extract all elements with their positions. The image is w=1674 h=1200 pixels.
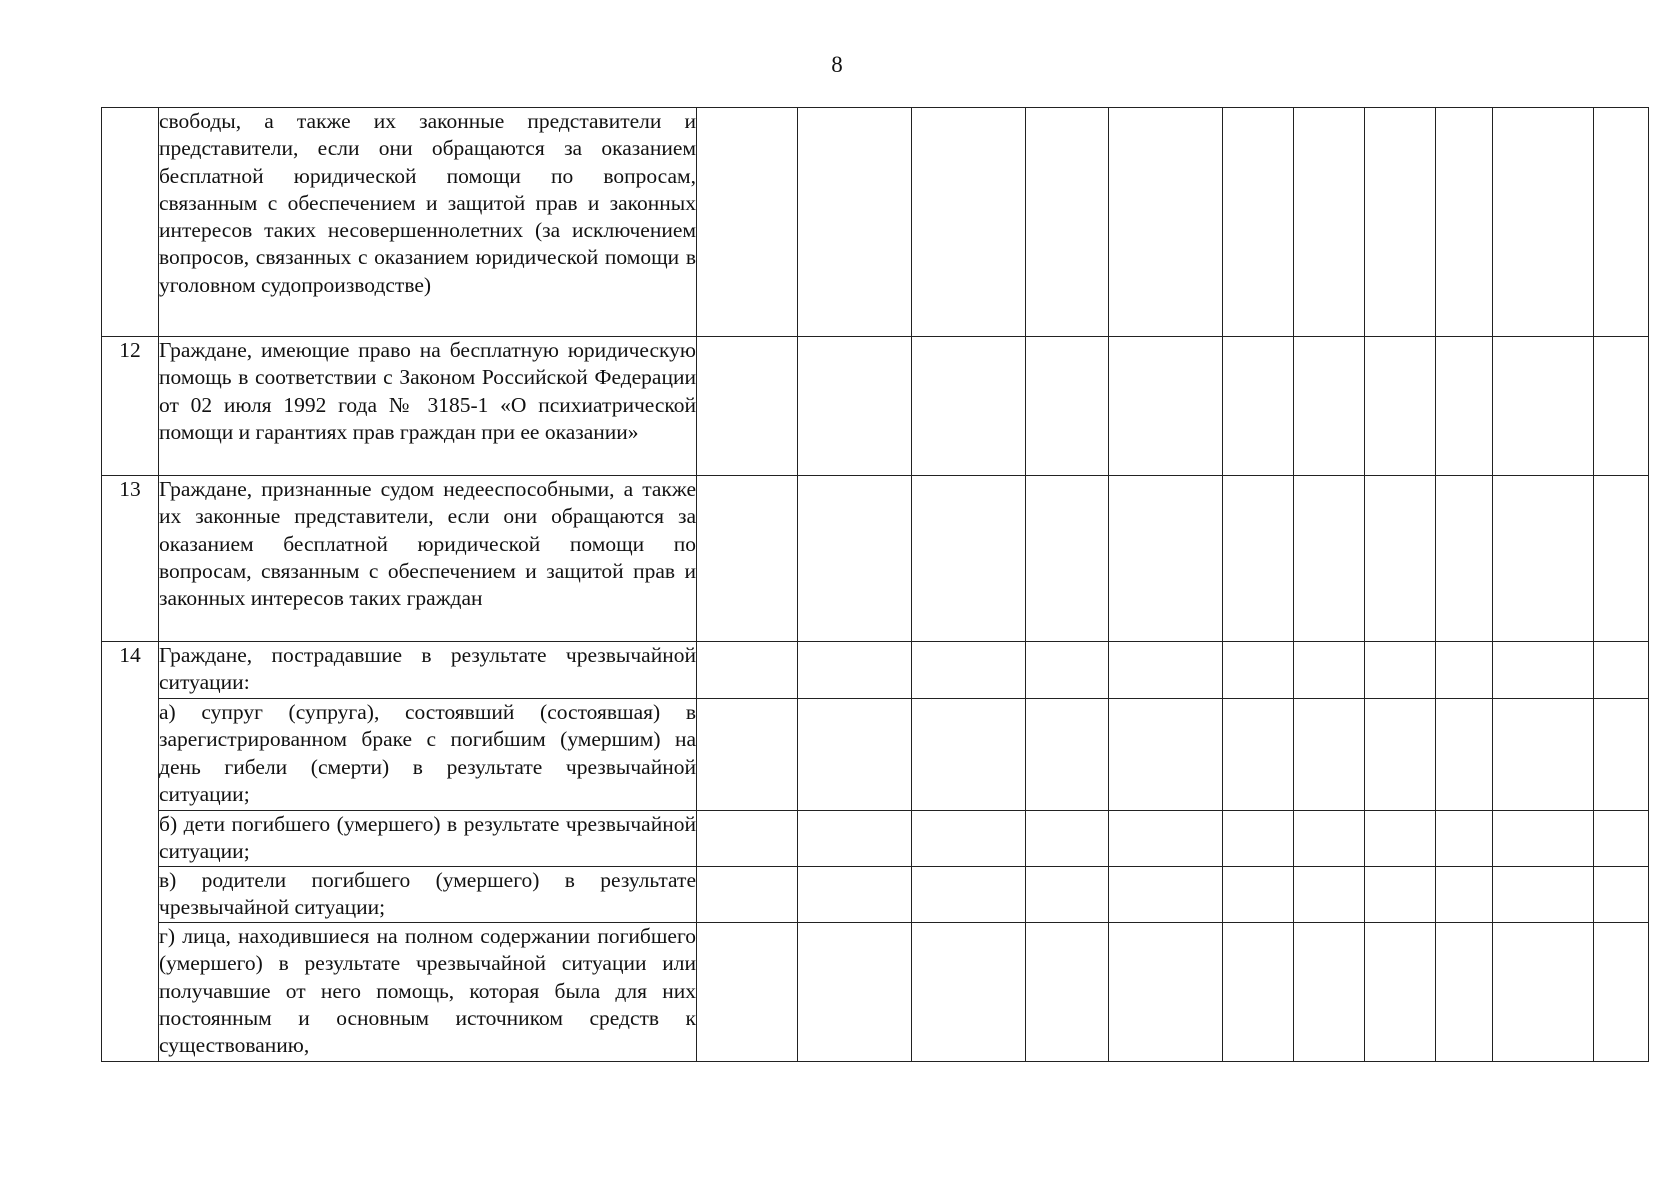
table-cell [912, 337, 1026, 476]
table-cell [1109, 867, 1223, 923]
row-description: г) лица, находившиеся на полном содержании погибшего (умершего) в результате чрезвычайной ситуации или получавшие от него помощь, которая была для них постоянным и основным источником средств к существованию, [159, 923, 697, 1062]
table-cell [798, 811, 912, 867]
row-number: 13 [102, 476, 159, 642]
table-cell [912, 108, 1026, 337]
table-cell [1493, 867, 1594, 923]
table-cell [1109, 337, 1223, 476]
row-description: Граждане, имеющие право на бесплатную юридическую помощь в соответствии с Законом Российской Федерации от 02 июля 1992 года № 3185-1 «О психиатрической помощи и гарантиях прав граждан при ее оказании» [159, 337, 697, 476]
table-cell [1365, 337, 1436, 476]
table-cell [697, 642, 798, 699]
table-cell [1026, 699, 1109, 811]
table-cell [1594, 476, 1649, 642]
table-row [102, 642, 1649, 699]
table-cell [1109, 642, 1223, 699]
table-row [102, 337, 1649, 476]
table-cell [1493, 699, 1594, 811]
table-row [102, 108, 1649, 337]
row-number: 14 [102, 642, 159, 1062]
table-cell [1294, 699, 1365, 811]
table-cell [1223, 642, 1294, 699]
table-cell [697, 699, 798, 811]
table-cell [697, 337, 798, 476]
table-cell [1365, 642, 1436, 699]
table-cell [912, 476, 1026, 642]
table-cell [1493, 642, 1594, 699]
row-description: Граждане, признанные судом недееспособными, а также их законные представители, если они обращаются за оказанием бесплатной юридической помощи по вопросам, связанным с обеспечением и защитой прав и законных интересов таких граждан [159, 476, 697, 642]
recipients-table [101, 107, 1649, 1062]
table-cell [1436, 476, 1493, 642]
row-description: Граждане, пострадавшие в результате чрезвычайной ситуации: [159, 642, 697, 699]
table-cell [1294, 642, 1365, 699]
table-cell [798, 867, 912, 923]
table-cell [1365, 923, 1436, 1062]
table-cell [1594, 337, 1649, 476]
row-number: 12 [102, 337, 159, 476]
table-cell [1109, 699, 1223, 811]
table-cell [1594, 923, 1649, 1062]
table-row [102, 867, 1649, 923]
row-description: в) родители погибшего (умершего) в результате чрезвычайной ситуации; [159, 867, 697, 923]
table-cell [1493, 923, 1594, 1062]
table-cell [1223, 867, 1294, 923]
table-cell [1365, 476, 1436, 642]
table-cell [697, 867, 798, 923]
table-cell [798, 337, 912, 476]
table-cell [912, 923, 1026, 1062]
row-description: а) супруг (супруга), состоявший (состоявшая) в зарегистрированном браке с погибшим (умершим) на день гибели (смерти) в результате чрезвычайной ситуации; [159, 699, 697, 811]
table-cell [1109, 811, 1223, 867]
row-description: б) дети погибшего (умершего) в результате чрезвычайной ситуации; [159, 811, 697, 867]
table-cell [1493, 108, 1594, 337]
table-row [102, 923, 1649, 1062]
table-cell [1223, 923, 1294, 1062]
table-cell [1365, 699, 1436, 811]
table-cell [1026, 108, 1109, 337]
table-cell [697, 811, 798, 867]
table-cell [1026, 867, 1109, 923]
table-cell [697, 923, 798, 1062]
table-cell [1026, 476, 1109, 642]
page-number: 8 [831, 52, 843, 77]
table-cell [1294, 108, 1365, 337]
table-cell [1436, 867, 1493, 923]
table-cell [1223, 108, 1294, 337]
table-cell [1594, 642, 1649, 699]
table-cell [1223, 337, 1294, 476]
table-cell [912, 699, 1026, 811]
table-row [102, 476, 1649, 642]
table-cell [1594, 699, 1649, 811]
table-cell [1436, 642, 1493, 699]
table-cell [1294, 337, 1365, 476]
row-number [102, 108, 159, 337]
table-cell [798, 923, 912, 1062]
table-cell [1223, 811, 1294, 867]
table-cell [697, 108, 798, 337]
table-cell [912, 867, 1026, 923]
table-cell [798, 108, 912, 337]
table-cell [1109, 108, 1223, 337]
table-cell [697, 476, 798, 642]
table-cell [1026, 811, 1109, 867]
table-cell [1026, 337, 1109, 476]
table-cell [1223, 699, 1294, 811]
table-cell [1594, 867, 1649, 923]
table-cell [1026, 923, 1109, 1062]
table-cell [1294, 923, 1365, 1062]
table-cell [1493, 476, 1594, 642]
table-cell [1365, 108, 1436, 337]
table-cell [1365, 867, 1436, 923]
table-cell [912, 642, 1026, 699]
table-cell [798, 642, 912, 699]
table-cell [912, 811, 1026, 867]
table-cell [1294, 476, 1365, 642]
table-cell [1436, 337, 1493, 476]
table-cell [1493, 811, 1594, 867]
table-cell [1294, 811, 1365, 867]
table-cell [798, 699, 912, 811]
row-description: свободы, а также их законные представители и представители, если они обращаются за оказанием бесплатной юридической помощи по вопросам, связанным с обеспечением и защитой прав и законных интересов таких несовершеннолетних (за исключением вопросов, связанных с оказанием юридической помощи в уголовном судопроизводстве) [159, 108, 697, 337]
table-cell [1594, 108, 1649, 337]
table-cell [1109, 923, 1223, 1062]
table-cell [1436, 923, 1493, 1062]
table-cell [798, 476, 912, 642]
table-cell [1594, 811, 1649, 867]
table-cell [1436, 108, 1493, 337]
table-row [102, 811, 1649, 867]
table-cell [1109, 476, 1223, 642]
table-cell [1223, 476, 1294, 642]
table-cell [1436, 699, 1493, 811]
table-cell [1026, 642, 1109, 699]
table-cell [1493, 337, 1594, 476]
table-row [102, 699, 1649, 811]
table-cell [1365, 811, 1436, 867]
table-cell [1294, 867, 1365, 923]
table-cell [1436, 811, 1493, 867]
